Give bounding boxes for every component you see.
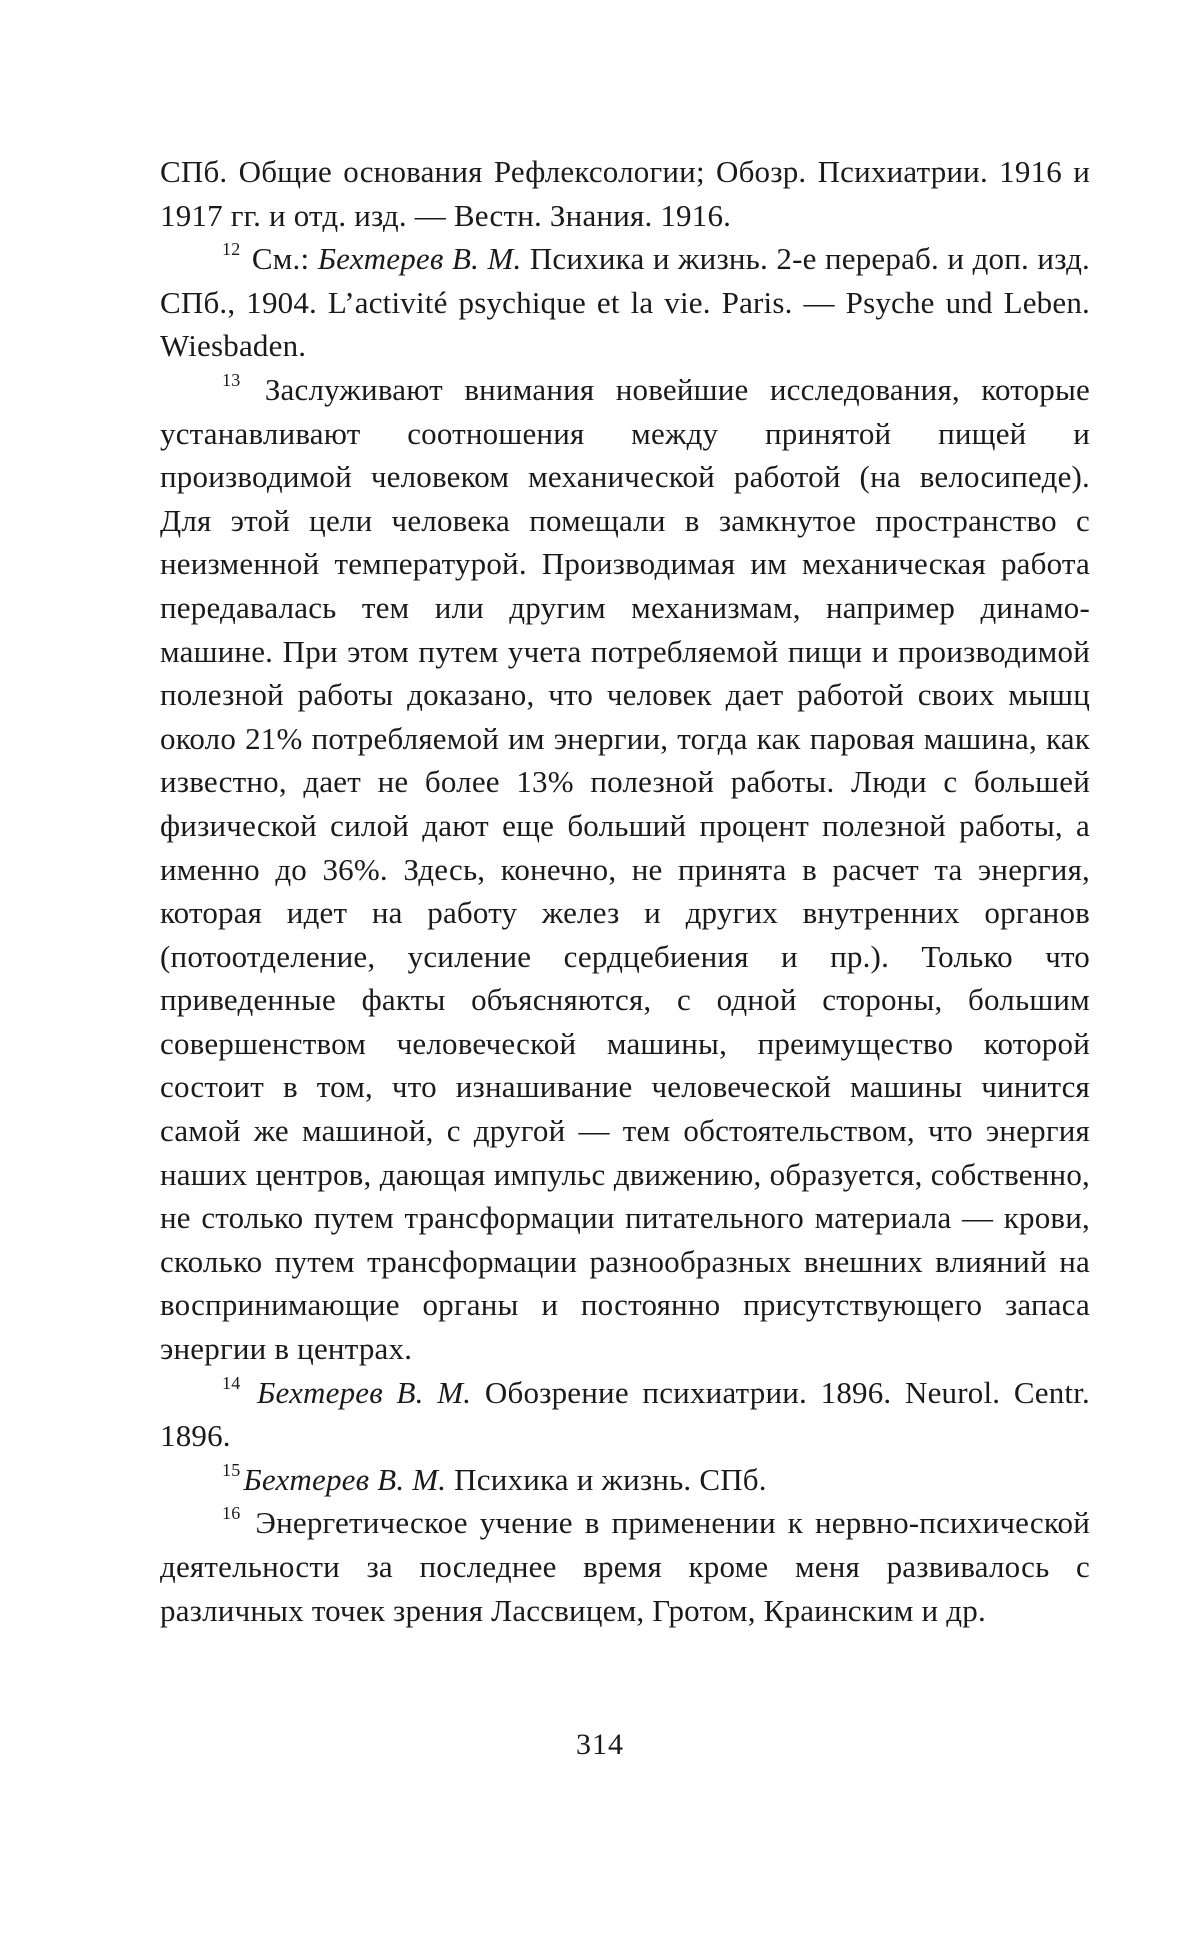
footnotes bbox=[160, 150, 1090, 1632]
footnote-lead: См.: bbox=[243, 241, 318, 277]
footnote-marker: 14 bbox=[222, 1372, 241, 1393]
footnote-continued bbox=[160, 150, 1090, 237]
footnote-text: Психика и жизнь. СПб. bbox=[446, 1461, 767, 1497]
footnote-13 bbox=[160, 368, 1090, 1371]
footnote-text: Энергетическое учение в применении к нервно-психической деятельности за последнее время кроме меня развивалось с различных точек зрения Лассвицем, Гротом, Краинским и др. bbox=[160, 1505, 1090, 1628]
footnote-16 bbox=[160, 1501, 1090, 1632]
footnote-marker: 12 bbox=[222, 239, 241, 260]
footnote-15 bbox=[160, 1458, 1090, 1502]
footnote-marker: 15 bbox=[222, 1459, 241, 1480]
footnote-marker: 13 bbox=[222, 369, 241, 390]
footnote-author: Бехтерев В. М. bbox=[243, 1461, 447, 1497]
page-number: 314 bbox=[576, 1728, 624, 1761]
footnote-text: Обозрение психиатрии. 1896. Neurol. Centr. 1896. bbox=[160, 1374, 1090, 1454]
footnote-text: СПб. Общие основания Рефлексологии; Обозр. Психиатрии. 1916 и 1917 гг. и отд. изд. — Вестн. Знания. 1916. bbox=[160, 154, 1090, 233]
footnote-marker: 16 bbox=[222, 1503, 241, 1524]
book-page bbox=[160, 150, 1090, 1632]
footnote-text: Заслуживают внимания новейшие исследования, которые устанавливают соотношения между принятой пищей и производимой человеком механической работой (на велосипеде). Для этой цели человека помещали в замкнутое пространство с неизменной температурой. Производимая им механическая работа передавалась тем или другим механизмам, например динамо-машине. При этом путем учета потребляемой пищи и производимой полезной работы доказано, что человек дает работой своих мышц около 21% потребляемой им энергии, тогда как паровая машина, как известно, дает не более 13% полезной работы. Люди с большей физической силой дают еще больший процент полезной работы, а именно до 36%. Здесь, конечно, не принята в расчет та энергия, которая идет на работу желез и других внутренних органов (потоотделение, усиление сердцебиения и пр.). Только что приведенные факты объясняются, с одной стороны, большим совершенством человеческой машины, преимущество которой состоит в том, что изнашивание человеческой машины чинится самой же машиной, с другой — тем обстоятельством, что энергия наших центров, дающая импульс движению, образуется, собственно, не столько путем трансформации питательного материала — крови, сколько путем трансформации разнообразных внешних влияний на воспринимающие органы и постоянно присутствующего запаса энергии в центрах. bbox=[160, 371, 1090, 1367]
footnote-text: Психика и жизнь. 2-е перераб. и доп. изд. СПб., 1904. L’activité psychique et la vie. Paris. — Psyche und Leben. Wiesbaden. bbox=[160, 241, 1090, 364]
footnote-12 bbox=[160, 237, 1090, 368]
footnote-author: Бехтерев В. М. bbox=[317, 241, 522, 277]
footnote-14 bbox=[160, 1371, 1090, 1458]
footnote-author: Бехтерев В. М. bbox=[243, 1374, 472, 1410]
